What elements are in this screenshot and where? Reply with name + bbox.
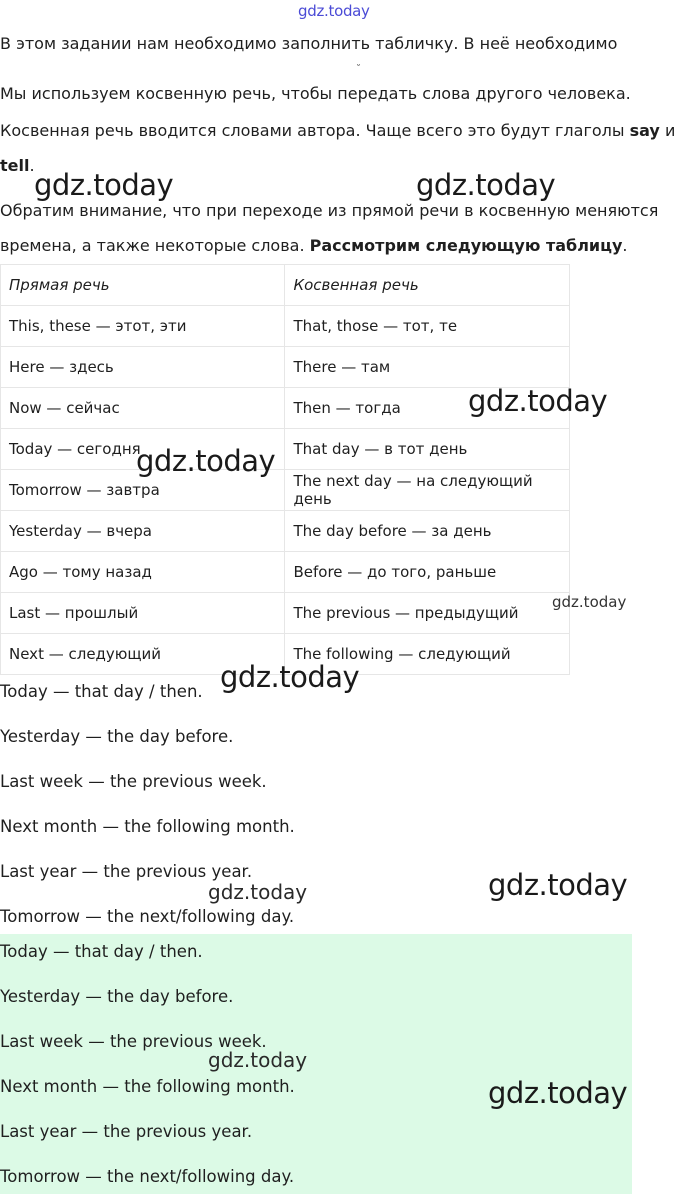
- watermark: gdz.today: [552, 593, 627, 611]
- table-cell: Here — здесь: [1, 347, 285, 388]
- table-cell: That, those — тот, те: [285, 306, 570, 347]
- highlighted-answer-line: Next month — the following month.: [0, 1077, 295, 1096]
- table-cell: Before — до того, раньше: [285, 552, 570, 593]
- tell-bold: tell: [0, 156, 30, 175]
- watermark: gdz.today: [34, 168, 174, 202]
- answer-line: Last year — the previous year.: [0, 862, 253, 881]
- table-row: [1, 552, 570, 593]
- table-row: [1, 306, 570, 347]
- watermark: gdz.today: [488, 868, 628, 902]
- watermark: gdz.today: [208, 1048, 308, 1072]
- table-row: [1, 347, 570, 388]
- answer-line: Yesterday — the day before.: [0, 727, 234, 746]
- answer-line: Last week — the previous week.: [0, 772, 267, 791]
- watermark: gdz.today: [468, 384, 608, 418]
- intro-line-3: Косвенная речь вводится словами автора. Чаще всего это будут глаголы say и: [0, 121, 676, 140]
- table-cell: Ago — тому назад: [1, 552, 285, 593]
- watermark: gdz.today: [208, 880, 308, 904]
- intro-line-1: В этом задании нам необходимо заполнить табличку. В неё необходимо: [0, 34, 618, 53]
- answer-line: Next month — the following month.: [0, 817, 295, 836]
- table-row: [1, 470, 570, 511]
- intro-line-4: tell.: [0, 156, 35, 175]
- intro-line-5: Обратим внимание, что при переходе из прямой речи в косвенную меняются: [0, 201, 659, 220]
- site-logo[interactable]: gdz.today: [298, 2, 370, 20]
- intro-line-6: времена, а также некоторые слова. Рассмотрим следующую таблицу.: [0, 236, 628, 255]
- table-cell: This, these — этот, эти: [1, 306, 285, 347]
- table-header-row: [1, 265, 570, 306]
- table-row: [1, 593, 570, 634]
- highlighted-answer-line: Last week — the previous week.: [0, 1032, 267, 1051]
- stray-mark: ˘: [356, 64, 361, 75]
- answer-line: Tomorrow — the next/following day.: [0, 907, 295, 926]
- table-intro-bold: Рассмотрим следующую таблицу: [309, 236, 623, 255]
- header-indirect-speech: Косвенная речь: [285, 265, 570, 306]
- table-row: [1, 511, 570, 552]
- table-cell: The next day — на следующий день: [285, 470, 570, 511]
- table-cell: Then — тогда: [285, 388, 570, 429]
- answer-line: Today — that day / then.: [0, 682, 203, 701]
- watermark: gdz.today: [416, 168, 556, 202]
- table-cell: The day before — за день: [285, 511, 570, 552]
- highlighted-answer-line: Today — that day / then.: [0, 942, 203, 961]
- table-cell: Last — прошлый: [1, 593, 285, 634]
- table-cell: Today — сегодня: [1, 429, 285, 470]
- watermark: gdz.today: [488, 1076, 628, 1110]
- highlighted-answer-line: Tomorrow — the next/following day.: [0, 1167, 295, 1186]
- table-cell: Yesterday — вчера: [1, 511, 285, 552]
- highlighted-answer-line: Yesterday — the day before.: [0, 987, 234, 1006]
- table-cell: There — там: [285, 347, 570, 388]
- header-direct-speech: Прямая речь: [1, 265, 285, 306]
- table-cell: Tomorrow — завтра: [1, 470, 285, 511]
- say-bold: say: [629, 121, 660, 140]
- watermark: gdz.today: [136, 444, 276, 478]
- speech-table: [0, 264, 570, 675]
- table-cell: Now — сейчас: [1, 388, 285, 429]
- intro-line-2: Мы используем косвенную речь, чтобы передать слова другого человека.: [0, 84, 631, 103]
- highlighted-answer-block: [0, 934, 632, 1194]
- table-cell: The previous — предыдущий: [285, 593, 570, 634]
- watermark: gdz.today: [220, 660, 360, 694]
- table-row: [1, 429, 570, 470]
- table-cell: Next — следующий: [1, 634, 285, 675]
- table-cell: That day — в тот день: [285, 429, 570, 470]
- table-cell: The following — следующий: [285, 634, 570, 675]
- highlighted-answer-line: Last year — the previous year.: [0, 1122, 253, 1141]
